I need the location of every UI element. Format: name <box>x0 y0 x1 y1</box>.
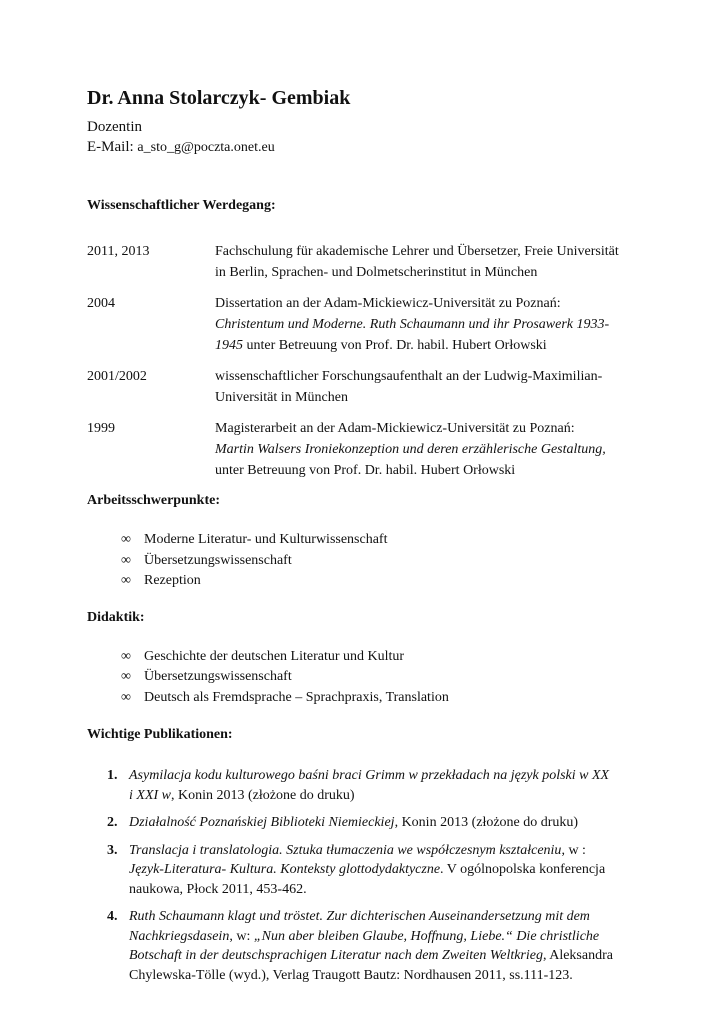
list-item <box>87 647 647 668</box>
publication-item <box>87 907 647 985</box>
publication-title: i XXI w <box>129 787 171 803</box>
publication-number: 3. <box>107 842 118 858</box>
publication-title: Działalność Poznańskiej Biblioteki Niemieckiej <box>129 815 395 830</box>
list-item <box>87 530 647 551</box>
list-item <box>87 688 647 709</box>
publication-line <box>129 860 647 880</box>
publication-text: , w: <box>229 928 254 944</box>
publication-line <box>129 813 647 833</box>
career-heading: Wissenschaftlicher Werdegang: <box>87 198 276 213</box>
infinity-bullet-icon: ∞ <box>121 689 131 705</box>
publication-line <box>129 927 647 947</box>
publication-title: Język-Literatura- Kultura. Konteksty glottodydaktyczne <box>129 862 441 877</box>
publication-title: Botschaft in der deutschsprachigen Literatur nach dem Zweiten Weltkrieg <box>129 948 543 963</box>
career-text: Fachschulung für akademische Lehrer und Übersetzer, Freie Universität <box>215 244 619 259</box>
infinity-bullet-icon: ∞ <box>121 532 131 547</box>
person-name: Dr. Anna Stolarczyk- Gembiak <box>87 87 351 109</box>
thesis-title: Martin Walsers Ironiekonzeption und deren erzählerische Gestaltung, <box>215 442 606 457</box>
email-line <box>87 137 647 158</box>
publication-text: naukowa, Płock 2011, 453-462. <box>129 881 307 897</box>
career-entry <box>87 241 647 283</box>
career-year: 2011, 2013 <box>87 244 150 259</box>
publication-number: 4. <box>107 909 118 924</box>
publication-text: , Konin 2013 (złożone do druku) <box>171 787 355 803</box>
career-year: 1999 <box>87 421 115 436</box>
infinity-bullet-icon: ∞ <box>121 573 131 588</box>
thesis-title: 1945 <box>215 338 243 353</box>
list-item <box>87 551 647 572</box>
list-item-text: Moderne Literatur- und Kulturwissenschaft <box>144 532 388 547</box>
career-entry <box>87 293 647 356</box>
career-text: Universität in München <box>215 390 348 405</box>
career-text: wissenschaftlicher Forschungsaufenthalt an der Ludwig-Maximilian- <box>215 369 603 384</box>
publications-heading: Wichtige Publikationen: <box>87 727 233 742</box>
publication-number: 2. <box>107 815 118 830</box>
infinity-bullet-icon: ∞ <box>121 648 131 664</box>
list-item-text: Übersetzungswissenschaft <box>144 669 292 684</box>
career-entry <box>87 418 647 481</box>
career-text <box>215 335 647 356</box>
publications-list <box>87 766 647 985</box>
career-description <box>215 418 647 481</box>
career-text: unter Betreuung von Prof. Dr. habil. Hubert Orłowski <box>215 463 516 478</box>
career-year: 2004 <box>87 296 115 311</box>
publication-title: Asymilacja kodu kulturowego baśni braci Grimm w przekładach na język polski w XX <box>129 768 610 783</box>
career-description <box>215 366 647 408</box>
list-item <box>87 667 647 688</box>
publication-number: 1. <box>107 768 118 783</box>
publication-title: „Nun aber bleiben Glaube, Hoffnung, Liebe.“ Die christliche <box>253 928 600 944</box>
didaktik-list <box>87 647 647 709</box>
email-label: E-Mail: <box>87 139 138 155</box>
list-item-text: Rezeption <box>144 573 201 588</box>
cv-page <box>87 80 647 985</box>
infinity-bullet-icon: ∞ <box>121 669 131 684</box>
career-description <box>215 241 647 283</box>
email-address: a_sto_g@poczta.onet.eu <box>137 140 275 155</box>
list-item-text: Übersetzungswissenschaft <box>144 552 292 568</box>
thesis-title: Christentum und Moderne. Ruth Schaumann und ihr Prosawerk 1933- <box>215 317 610 332</box>
publication-title: Nachkriegsdasein <box>129 928 230 944</box>
publication-text: . V ogólnopolska konferencja <box>440 862 606 877</box>
list-item <box>87 571 647 592</box>
focus-heading: Arbeitsschwerpunkte: <box>87 493 220 508</box>
publication-line <box>129 786 647 806</box>
publication-text: , w : <box>561 842 586 858</box>
publication-line <box>129 841 647 861</box>
career-year: 2001/2002 <box>87 369 147 384</box>
list-item-text: Geschichte der deutschen Literatur und Kultur <box>144 648 405 664</box>
focus-list <box>87 530 647 592</box>
didaktik-heading: Didaktik: <box>87 609 145 625</box>
publication-text: , Aleksandra <box>542 948 613 963</box>
publication-item <box>87 813 647 833</box>
publication-text: Chylewska-Tölle (wyd.), Verlag Traugott Bautz: Nordhausen 2011, ss.111-123. <box>129 967 573 983</box>
career-description <box>215 293 647 356</box>
publication-item <box>87 766 647 805</box>
career-text: Magisterarbeit an der Adam-Mickiewicz-Universität zu Poznań: <box>215 421 575 436</box>
publication-line <box>129 946 647 966</box>
publication-title: Ruth Schaumann klagt und tröstet. Zur dichterischen Auseinandersetzung mit dem <box>129 909 590 924</box>
career-text: in Berlin, Sprachen- und Dolmetscherinstitut in München <box>215 265 538 280</box>
publication-item <box>87 841 647 900</box>
person-role: Dozentin <box>87 119 142 135</box>
career-text: Dissertation an der Adam-Mickiewicz-Universität zu Poznań: <box>215 296 561 311</box>
list-item-text: Deutsch als Fremdsprache – Sprachpraxis, Translation <box>144 689 449 705</box>
career-list <box>87 241 647 481</box>
infinity-bullet-icon: ∞ <box>121 552 131 568</box>
career-text: unter Betreuung von Prof. Dr. habil. Hubert Orłowski <box>243 338 547 353</box>
career-entry <box>87 366 647 408</box>
publication-title: Translacja i translatologia. Sztuka tłumaczenia we współczesnym kształceniu <box>129 842 562 858</box>
publication-text: , Konin 2013 (złożone do druku) <box>394 815 579 830</box>
